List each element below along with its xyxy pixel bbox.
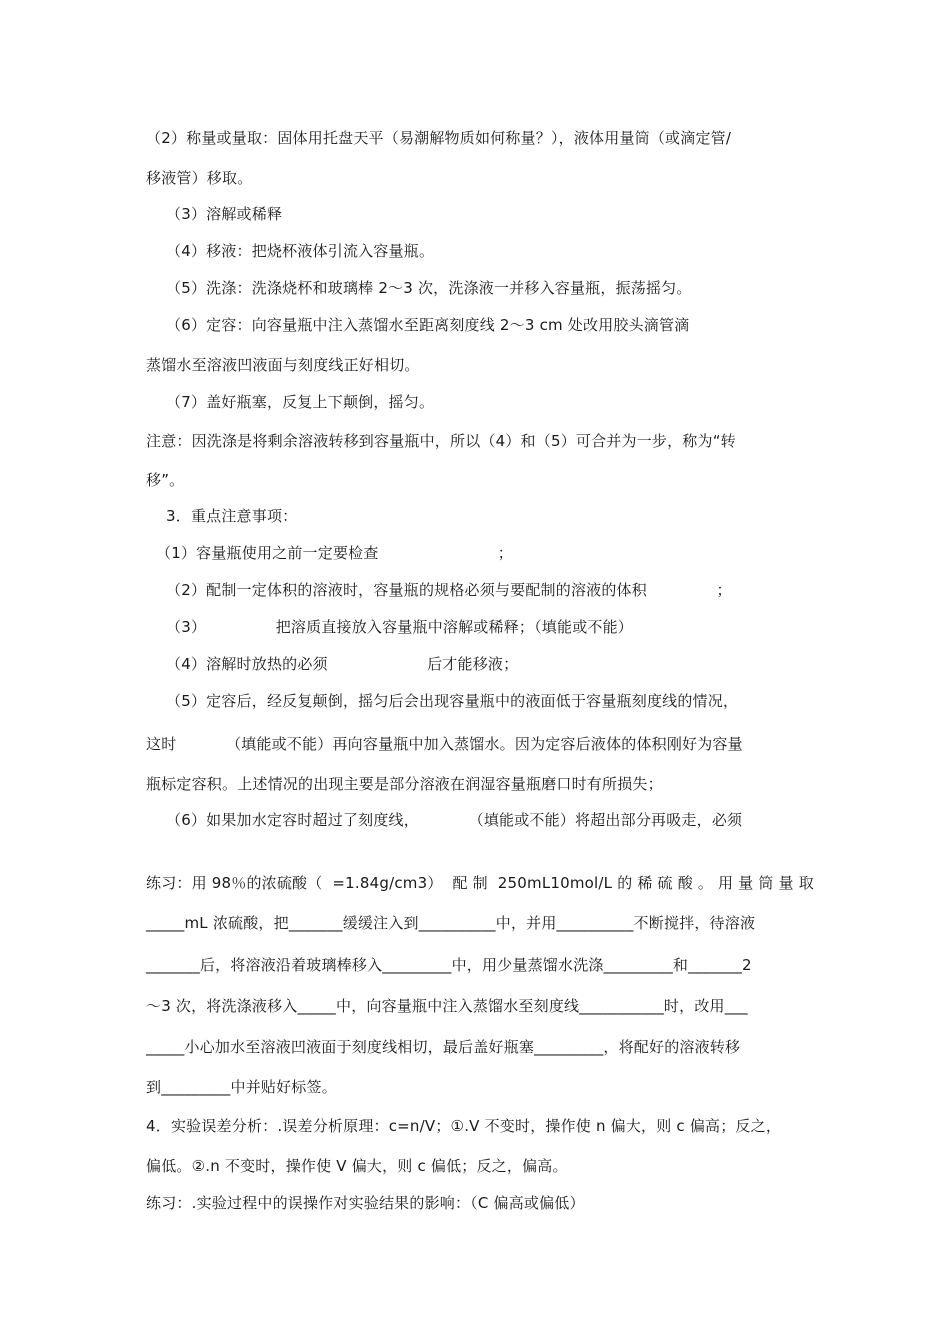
text-line: 移液管）移取。 (146, 169, 253, 187)
text-line: 移”。 (146, 471, 185, 489)
text-line: 瓶标定容积。上述情况的出现主要是部分溶液在润湿容量瓶磨口时有所损失； (146, 775, 663, 793)
text-line: （7）盖好瓶塞，反复上下颠倒，摇匀。 (166, 393, 435, 411)
exercise-line: 到_________中并贴好标签。 (146, 1078, 337, 1096)
text-line: （6）如果加水定容时超过了刻度线， （填能或不能）将超出部分再吸走，必须 (166, 811, 743, 829)
text-line: （5）定容后，经反复颠倒，摇匀后会出现容量瓶中的液面低于容量瓶刻度线的情况， (166, 692, 739, 710)
section-heading: 3．重点注意事项： (166, 507, 298, 525)
text-line: 这时 （填能或不能）再向容量瓶中加入蒸馏水。因为定容后液体的体积刚好为容量 (146, 735, 743, 753)
text-line: 蒸馏水至溶液凹液面与刻度线正好相切。 (146, 356, 420, 374)
exercise-line: ～3 次，将洗涤液移入_____中，向容量瓶中注入蒸馏水至刻度线___________时，改用___ (146, 997, 748, 1015)
text-line: （4）溶解时放热的必须 后才能移液； (166, 655, 519, 673)
exercise-line: _____mL 浓硫酸，把_______缓缓注入到__________中，并用__________不断搅拌，待溶液 (146, 914, 756, 932)
text-line: （6）定容：向容量瓶中注入蒸馏水至距离刻度线 2～3 cm 处改用胶头滴管滴 (166, 316, 690, 334)
section-heading: 4．实验误差分析：.误差分析原理：c=n/V；①.V 不变时，操作使 n 偏大，则 c 偏高；反之， (146, 1117, 782, 1135)
text-line: （5）洗涤：洗涤烧杯和玻璃棒 2～3 次，洗涤液一并移入容量瓶，振荡摇匀。 (166, 279, 692, 297)
exercise-line: _______后，将溶液沿着玻璃棒移入_________中，用少量蒸馏水洗涤_________和_______2 (146, 956, 752, 974)
text-line: （2）配制一定体积的溶液时，容量瓶的规格必须与要配制的溶液的体积 ； (166, 581, 732, 599)
text-line: （1）容量瓶使用之前一定要检查 ； (156, 544, 513, 562)
exercise-line: 练习：用 98％的浓硫酸（ =1.84g/cm3） 配 制 250mL10mol/L 的 稀 硫 酸 。 用 量 筒 量 取 (146, 874, 814, 892)
text-line: （2）称量或量取：固体用托盘天平（易潮解物质如何称量？），液体用量筒（或滴定管/ (146, 129, 732, 147)
exercise-line: 练习：.实验过程中的误操作对实验结果的影响：（C 偏高或偏低） (146, 1194, 585, 1212)
text-line: 注意：因洗涤是将剩余溶液转移到容量瓶中，所以（4）和（5）可合并为一步，称为“转 (146, 432, 736, 450)
text-line: （3） 把溶质直接放入容量瓶中溶解或稀释；（填能或不能） (166, 618, 633, 636)
text-line: （3）溶解或稀释 (166, 205, 283, 223)
text-line: 偏低。②.n 不变时，操作使 V 偏大，则 c 偏低；反之，偏高。 (146, 1157, 568, 1175)
exercise-line: _____小心加水至溶液凹液面于刻度线相切，最后盖好瓶塞_________，将配好的溶液转移 (146, 1038, 741, 1056)
text-line: （4）移液：把烧杯液体引流入容量瓶。 (166, 242, 435, 260)
